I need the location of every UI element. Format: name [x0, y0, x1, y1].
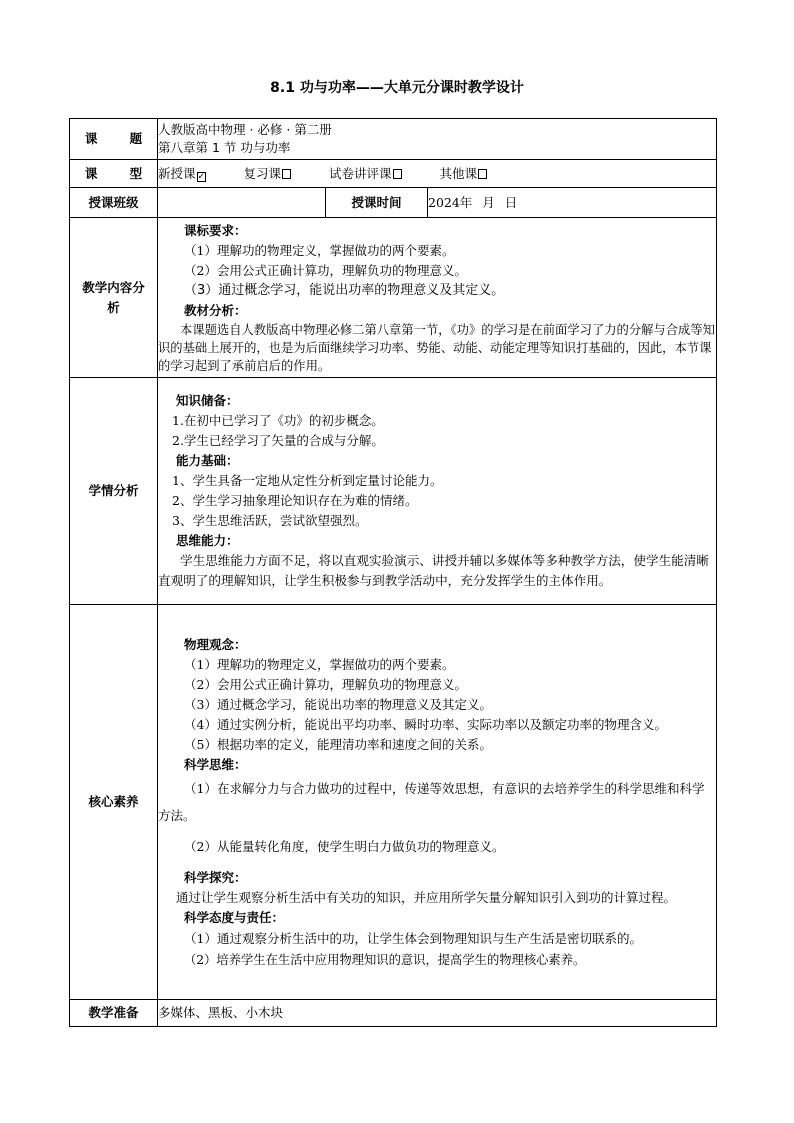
checkbox-checked[interactable]: ✓	[197, 171, 206, 182]
type-row	[70, 160, 717, 188]
time-value[interactable]: 2024年 月 日	[428, 188, 717, 218]
topic-line-2: 第八章第 1 节 功与功率	[158, 140, 291, 155]
option-other-lesson[interactable]: 其他课	[440, 164, 488, 184]
inquiry-title: 科学探究：	[184, 869, 247, 885]
thinking-title: 思维能力：	[176, 533, 239, 548]
checkbox-unchecked[interactable]	[282, 169, 291, 179]
concept-item: （5）根据功率的定义，能理清功率和速度之间的关系。	[184, 736, 492, 752]
type-options	[158, 160, 717, 188]
student-analysis	[158, 378, 717, 605]
lesson-plan-table	[69, 118, 717, 1027]
ability-title: 能力基础：	[176, 453, 239, 468]
content-label: 教学内容分 析	[70, 218, 158, 378]
knowledge-item: 2.学生已经学习了矢量的合成与分解。	[172, 433, 384, 448]
time-label: 授课时间	[326, 188, 428, 218]
type-label: 课 型	[70, 160, 158, 188]
prep-row	[70, 1000, 717, 1027]
class-value[interactable]	[158, 188, 326, 218]
prep-label: 教学准备	[70, 1000, 158, 1027]
option-exam-review-lesson[interactable]: 试卷讲评课	[329, 164, 402, 184]
science-item: （1）在求解分力与合力做功的过程中，传递等效思想，有意识的去培养学生的科学思维和科学方法。	[158, 780, 705, 823]
material-title: 教材分析：	[184, 302, 247, 318]
content-analysis	[158, 218, 717, 378]
student-analysis-row	[70, 378, 717, 605]
material-text: 本课题选自人教版高中物理必修二第八章第一节，《功》的学习是在前面学习了力的分解与合成等知识的基础上展开的，也是为后面继续学习功率、势能、动能、动能定理等知识打基础的，因此，本节课的学习起到了承前启后的作用。	[158, 322, 715, 373]
ability-item: 2、学生学习抽象理论知识存在为难的情绪。	[172, 493, 418, 508]
knowledge-item: 1.在初中已学习了《功》的初步概念。	[172, 413, 384, 428]
standard-title: 课标要求：	[184, 222, 247, 238]
standard-item: （1）理解功的物理定义，掌握做功的两个要素。	[184, 242, 455, 258]
standard-item: （3）通过概念学习，能说出功率的物理意义及其定义。	[184, 282, 505, 298]
topic-label: 课 题	[70, 119, 158, 160]
science-title: 科学思维：	[184, 756, 247, 772]
concept-item: （3）通过概念学习，能说出功率的物理意义及其定义。	[184, 696, 492, 712]
student-label: 学情分析	[70, 378, 158, 605]
thinking-text: 学生思维能力方面不足，将以直观实验演示、讲授并辅以多媒体等多种教学方法，使学生能清晰直观明了的理解知识，让学生积极参与到教学活动中，充分发挥学生的主体作用。	[158, 553, 709, 588]
standard-item: （2）会用公式正确计算功，理解负功的物理意义。	[184, 262, 467, 278]
option-review-lesson[interactable]: 复习课	[244, 164, 292, 184]
class-time-row	[70, 188, 717, 218]
topic-line-1: 人教版高中物理 · 必修 · 第二册	[158, 122, 332, 137]
content-analysis-row	[70, 218, 717, 378]
page-title: 8.1 功与功率——大单元分课时教学设计	[270, 80, 524, 96]
ability-item: 3、学生思维活跃，尝试欲望强烈。	[172, 513, 368, 528]
concept-item: （1）理解功的物理定义，掌握做功的两个要素。	[184, 656, 455, 672]
attitude-item: （1）通过观察分析生活中的功，让学生体会到物理知识与生产生活是密切联系的。	[184, 930, 642, 946]
concept-item: （2）会用公式正确计算功，理解负功的物理意义。	[184, 676, 467, 692]
checkbox-unchecked[interactable]	[393, 169, 402, 179]
core-label: 核心素养	[70, 605, 158, 1000]
knowledge-title: 知识储备：	[176, 393, 239, 408]
concept-title: 物理观念：	[184, 636, 247, 652]
core-literacy-row	[70, 605, 717, 1000]
science-item: （2）从能量转化角度，使学生明白力做负功的物理意义。	[184, 838, 505, 854]
topic-row	[70, 119, 717, 160]
ability-item: 1、学生具备一定地从定性分析到定量讨论能力。	[172, 473, 443, 488]
class-label: 授课班级	[70, 188, 158, 218]
option-new-lesson[interactable]: 新授课 ✓	[158, 165, 206, 182]
prep-value[interactable]: 多媒体、黑板、小木块	[158, 1000, 717, 1027]
core-literacy	[158, 605, 717, 1000]
attitude-title: 科学态度与责任：	[184, 909, 285, 925]
attitude-item: （2）培养学生在生活中应用物理知识的意识，提高学生的物理核心素养。	[184, 952, 586, 967]
inquiry-text: 通过让学生观察分析生活中有关功的知识，并应用所学矢量分解知识引入到功的计算过程。	[176, 889, 677, 905]
topic-content	[158, 119, 717, 160]
checkbox-unchecked[interactable]	[478, 169, 487, 179]
concept-item: （4）通过实例分析，能说出平均功率、瞬时功率、实际功率以及额定功率的物理含义。	[184, 716, 667, 732]
